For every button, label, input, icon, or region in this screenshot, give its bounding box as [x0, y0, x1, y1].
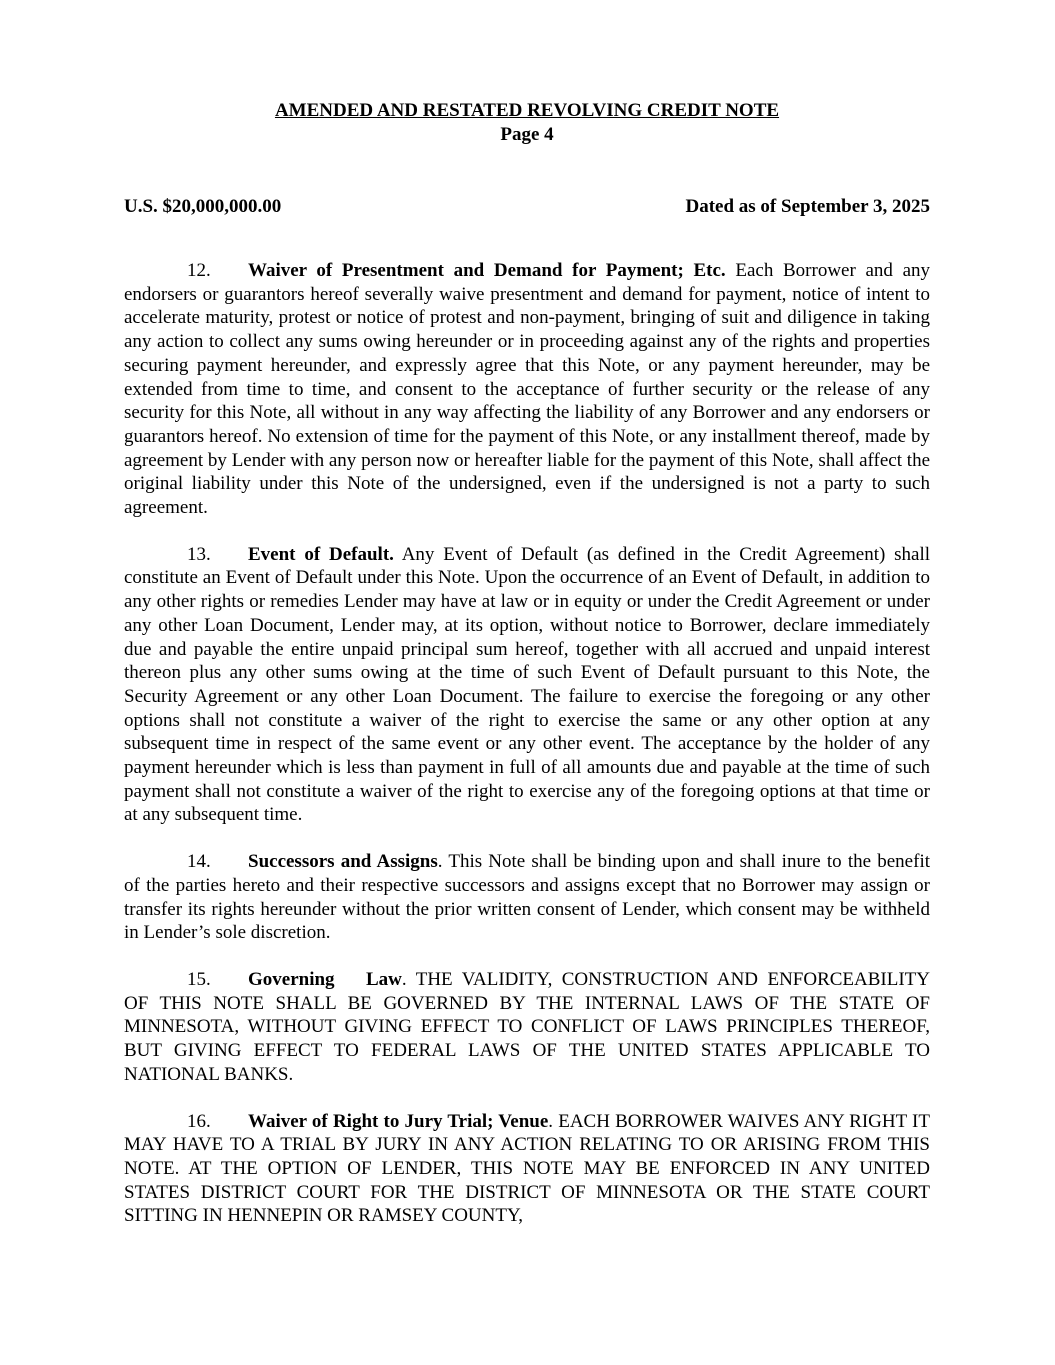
section-heading: Event of Default. — [248, 543, 394, 565]
section-heading: Successors and Assigns — [248, 851, 438, 873]
note-meta-row — [124, 195, 930, 219]
section-number: 16. — [187, 1110, 211, 1132]
section-16 — [124, 1110, 930, 1229]
section-number: 12. — [187, 260, 211, 281]
section-number: 15. — [187, 968, 211, 990]
section-15 — [124, 968, 930, 1087]
page-number: Page 4 — [500, 124, 554, 145]
section-13 — [124, 543, 930, 827]
note-date: Dated as of September 3, 2025 — [685, 196, 930, 217]
section-body: . This Note shall be binding upon and shall inure to the benefit of the parties hereto and their respective successors and assigns except that no Borrower may assign or transfer its rights hereunder without the prior written consent of Lender, which consent may be withheld in Lender’s sole discretion. — [124, 851, 930, 944]
section-number: 14. — [187, 851, 211, 873]
section-heading: Governing Law — [248, 968, 402, 990]
section-body: . EACH BORROWER WAIVES ANY RIGHT IT MAY HAVE TO A TRIAL BY JURY IN ANY ACTION RELATING TO OR ARISING FROM THIS NOTE. AT THE OPTION OF LENDER, THIS NOTE MAY BE ENFORCED IN ANY UNITED STATES DISTRICT COURT FOR THE DISTRICT OF MINNESOTA OR THE STATE COURT SITTING IN HENNEPIN OR RAMSEY COUNTY, — [124, 1110, 930, 1227]
document-title: AMENDED AND RESTATED REVOLVING CREDIT NOTE — [274, 100, 780, 121]
section-12 — [124, 259, 930, 520]
section-heading: Waiver of Presentment and Demand for Payment; Etc. — [248, 260, 726, 281]
document-page — [124, 99, 930, 1251]
sections-list — [124, 259, 930, 1228]
section-body: . THE VALIDITY, CONSTRUCTION AND ENFORCEABILITY OF THIS NOTE SHALL BE GOVERNED BY THE INTERNAL LAWS OF THE STATE OF MINNESOTA, WITHOUT GIVING EFFECT TO CONFLICT OF LAWS PRINCIPLES THEREOF, BUT GIVING EFFECT TO FEDERAL LAWS OF THE UNITED STATES APPLICABLE TO NATIONAL BANKS. — [124, 968, 931, 1085]
section-heading: Waiver of Right to Jury Trial; Venue — [248, 1110, 549, 1132]
section-number: 13. — [187, 543, 211, 565]
section-body: Any Event of Default (as defined in the Credit Agreement) shall constitute an Event of Default under this Note. Upon the occurrence of an Event of Default, in addition to any other rights or remedies Lender may have at law or in equity or under the Credit Agreement or under any other Loan Document, Lender may, at its option, without notice to Borrower, declare immediately due and payable the entire unpaid principal sum hereof, together with all accrued and unpaid interest thereon plus any other sums owing at the time of such Event of Default pursuant to this Note, the Security Agreement or any other Loan Document. The failure to exercise the foregoing or any other options shall not constitute a waiver of the right to exercise the same or any other option at any subsequent time in respect of the same event or any other event. The acceptance by the holder of any payment hereunder which is less than payment in full of all amounts due and payable at the time of such payment shall not constitute a waiver of the right to exercise any of the foregoing options at that time or at any subsequent time. — [124, 543, 931, 826]
section-14 — [124, 850, 930, 945]
principal-amount: U.S. $20,000,000.00 — [124, 196, 282, 217]
section-body: Each Borrower and any endorsers or guarantors hereof severally waive presentment and demand for payment, notice of intent to accelerate maturity, protest or notice of protest and non-payment, bringing of suit and diligence in taking any action to collect any sums owing hereunder or in proceeding against any of the rights and properties securing payment hereunder, and expressly agree that this Note, or any payment hereunder, may be extended from time to time, and consent to the acceptance of further security or the release of any security for this Note, all without in any way affecting the liability of any Borrower and any endorsers or guarantors hereof. No extension of time for the payment of this Note, or any installment thereof, made by agreement by Lender with any person now or hereafter liable for the payment of this Note, shall affect the original liability under this Note of the undersigned, even if the undersigned is not a party to such agreement. — [124, 260, 931, 519]
